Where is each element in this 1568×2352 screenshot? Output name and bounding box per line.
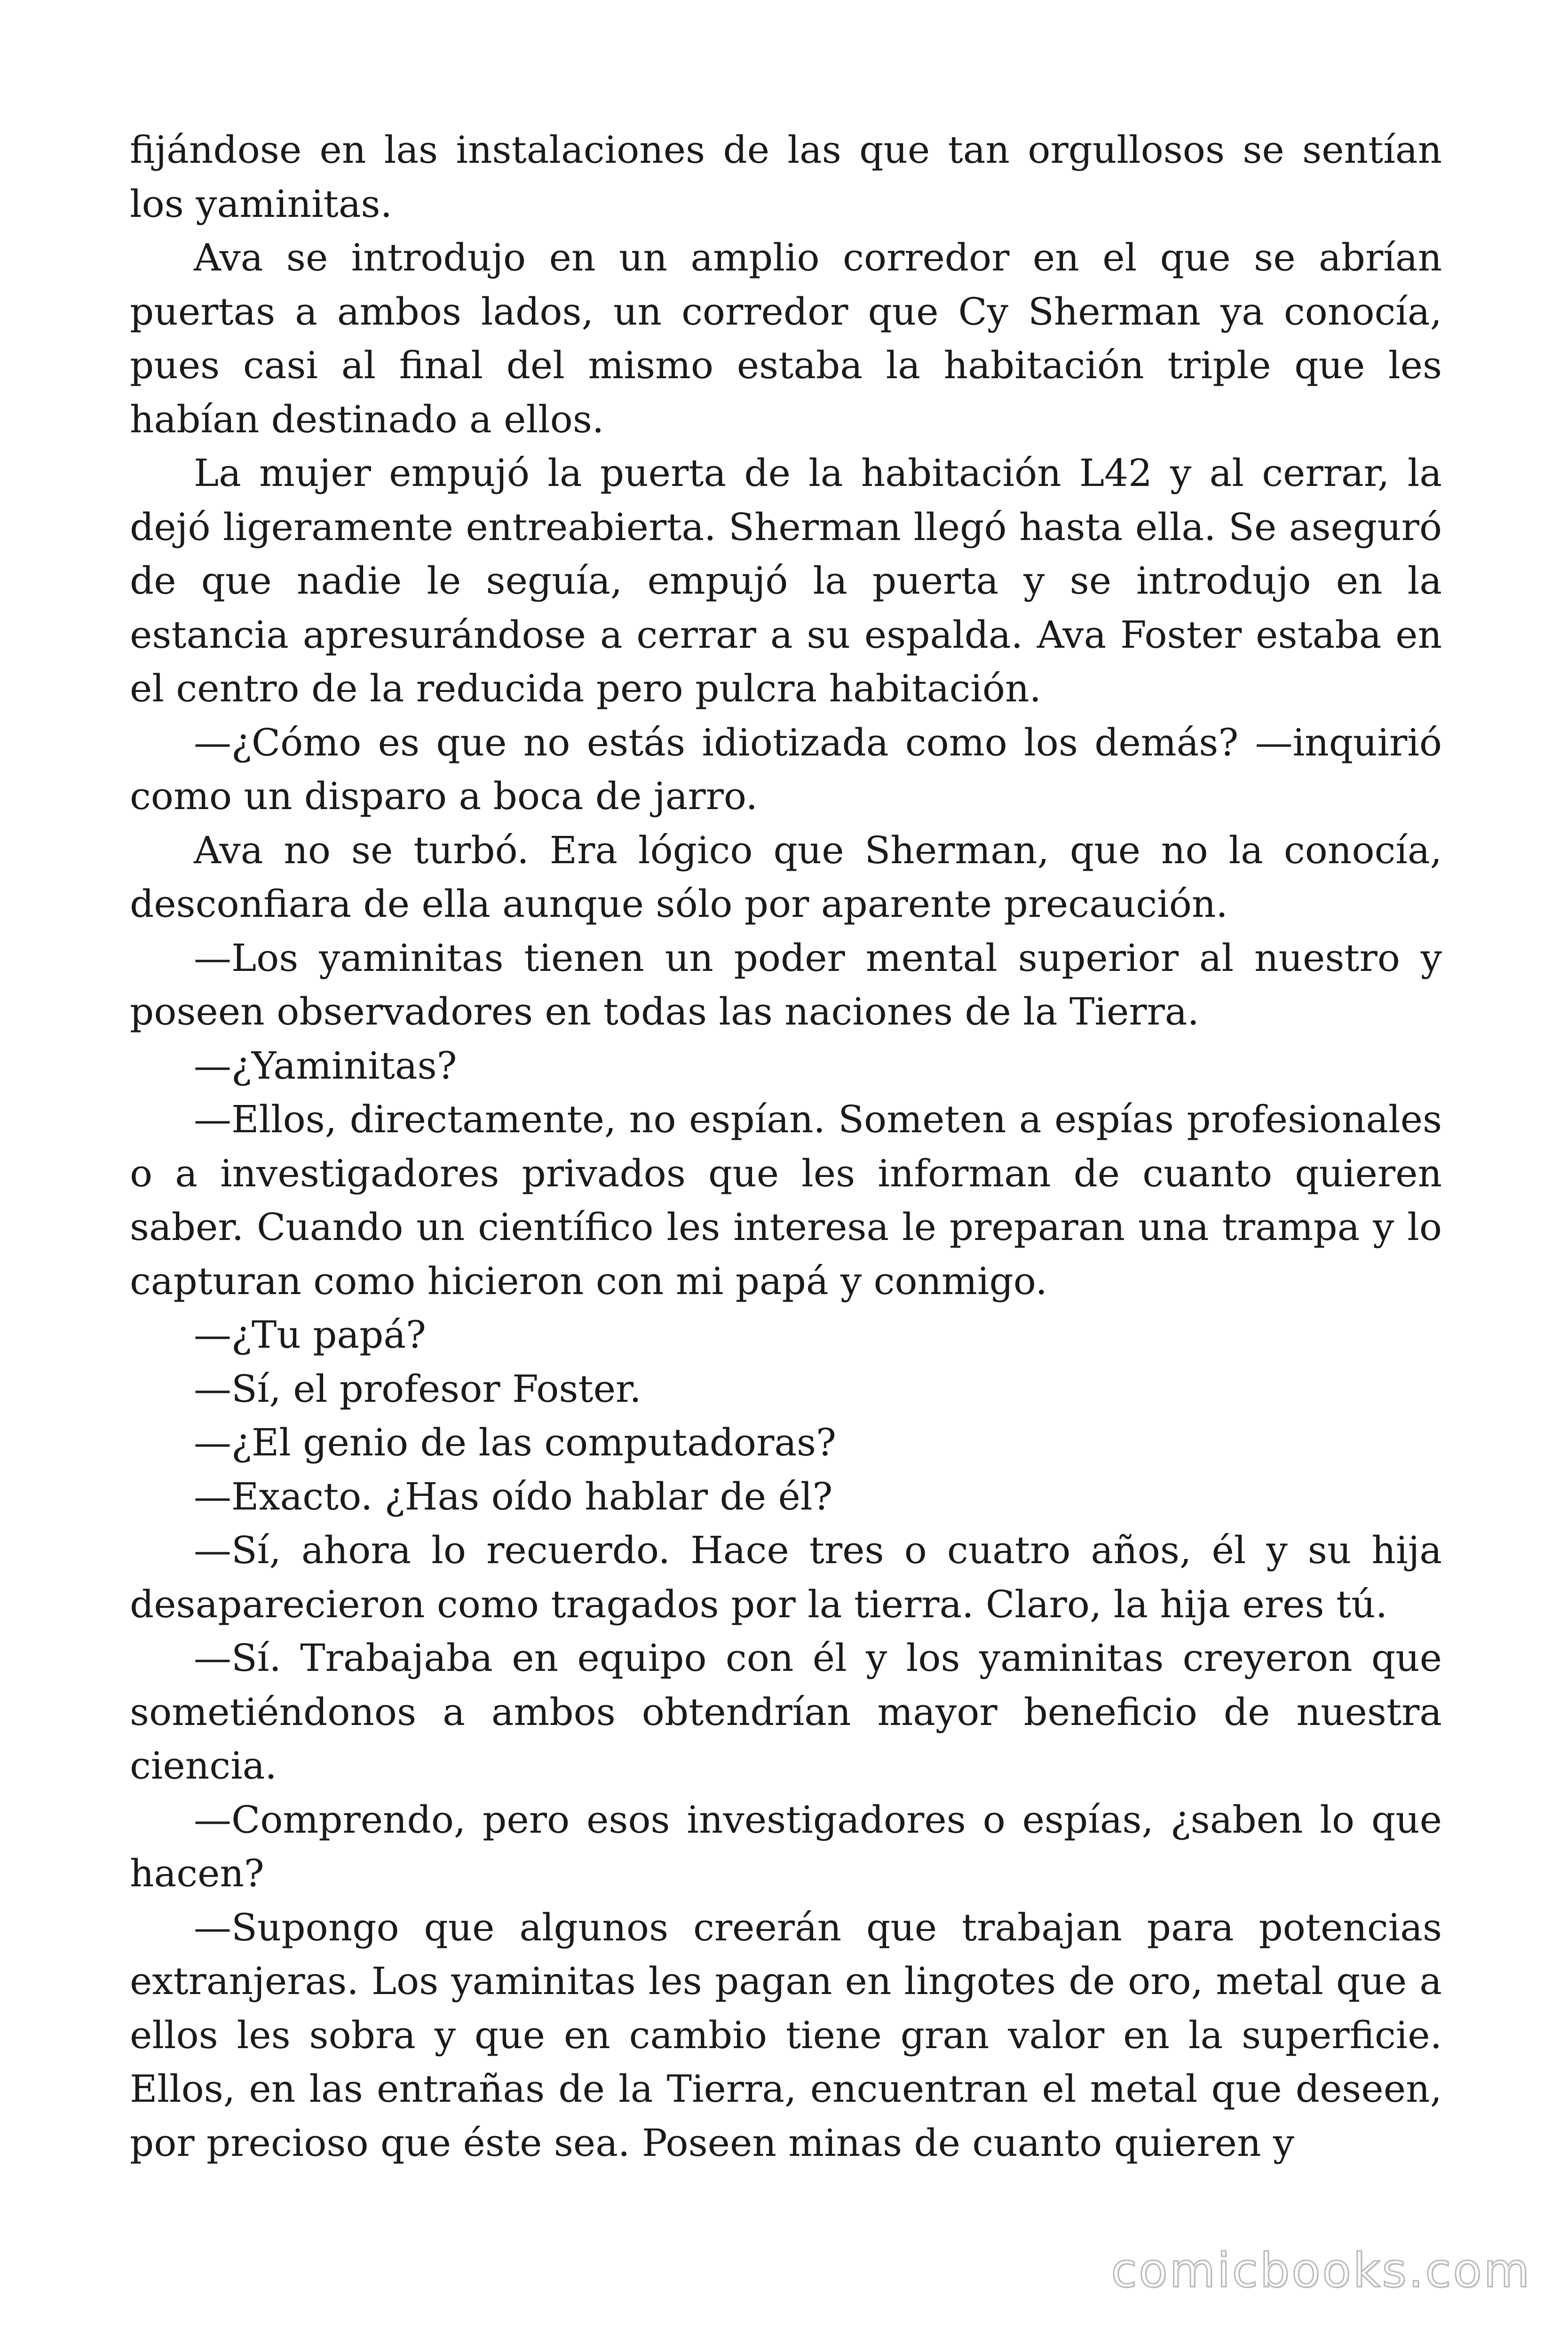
paragraph-16: —Supongo que algunos creerán que trabajan para potencias extranjeras. Los yaminitas les pagan en lingotes de oro, metal que a ellos les sobra y que en cambio tiene gran valor en la superficie. Ellos, en las entrañas de la Tierra, encuentran el metal que deseen, por precioso que éste sea. Poseen minas de cuanto quieren y [130, 1905, 1442, 2165]
paragraph-2: Ava se introdujo en un amplio corredor en el que se abrían puertas a ambos lados, un corredor que Cy Sherman ya conocía, pues casi al final del mismo estaba la habitación triple que les habían destinado a ellos. [130, 236, 1442, 441]
site-watermark: comicbooks.com [1111, 2243, 1531, 2298]
paragraph-6: —Los yaminitas tienen un poder mental superior al nuestro y poseen observadores en todas las naciones de la Tierra. [130, 936, 1442, 1033]
paragraph-14: —Sí. Trabajaba en equipo con él y los yaminitas creyeron que sometiéndonos a ambos obtendrían mayor beneficio de nuestra ciencia. [130, 1636, 1442, 1788]
paragraph-15: —Comprendo, pero esos investigadores o espías, ¿saben lo que hacen? [130, 1797, 1442, 1895]
paragraph-7: —¿Yaminitas? [194, 1043, 457, 1088]
paragraph-1: fijándose en las instalaciones de las que tan orgullosos se sentían los yaminitas. [130, 128, 1442, 226]
paragraph-9: —¿Tu papá? [194, 1313, 426, 1357]
paragraph-11: —¿El genio de las computadoras? [194, 1421, 836, 1464]
paragraph-3: La mujer empujó la puerta de la habitación L42 y al cerrar, la dejó ligeramente entreabierta. Sherman llegó hasta ella. Se aseguró de que nadie le seguía, empujó la puerta y se introdujo en la estancia apresurándose a cerrar a su espalda. Ava Foster estaba en el centro de la reducida pero pulcra habitación. [130, 451, 1442, 710]
paragraph-8: —Ellos, directamente, no espían. Someten a espías profesionales o a investigadores privados que les informan de cuanto quieren saber. Cuando un científico les interesa le preparan una trampa y lo capturan como hicieron con mi papá y conmigo. [130, 1097, 1442, 1303]
book-page-text [130, 123, 1442, 2170]
paragraph-12: —Exacto. ¿Has oído hablar de él? [194, 1474, 833, 1518]
paragraph-10: —Sí, el profesor Foster. [194, 1367, 641, 1411]
paragraph-4: —¿Cómo es que no estás idiotizada como los demás? —inquirió como un disparo a boca de jarro. [130, 720, 1442, 818]
paragraph-5: Ava no se turbó. Era lógico que Sherman, que no la conocía, desconfiara de ella aunque sólo por aparente precaución. [130, 828, 1442, 926]
paragraph-13: —Sí, ahora lo recuerdo. Hace tres o cuatro años, él y su hija desaparecieron como tragados por la tierra. Claro, la hija eres tú. [130, 1528, 1442, 1626]
